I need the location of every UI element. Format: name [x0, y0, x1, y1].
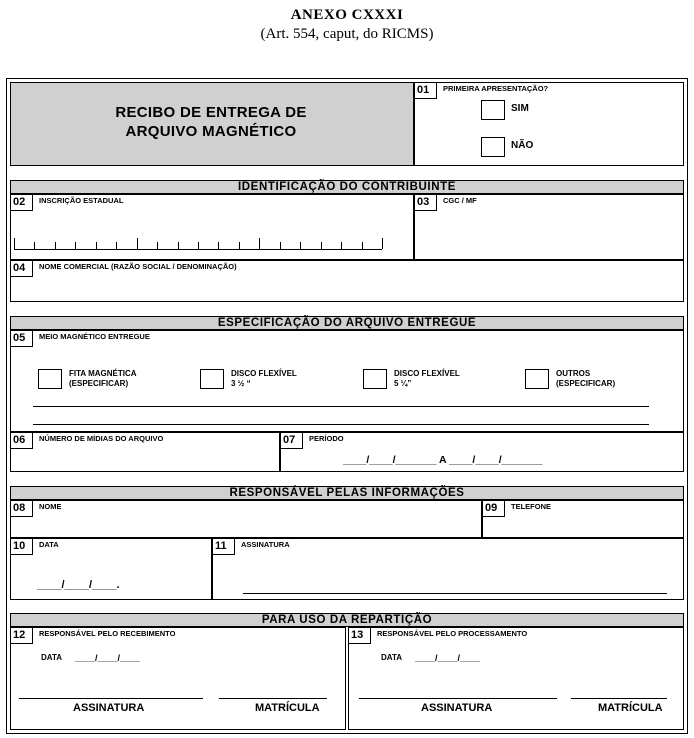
received-date-blank: ____/____/____ [75, 653, 141, 663]
registration-digit-tick [34, 242, 35, 249]
registration-digit-tick [218, 242, 219, 249]
title-block [10, 82, 414, 166]
field-signature[interactable] [212, 538, 684, 600]
floppy-525-label [394, 369, 460, 389]
field-processed-by[interactable] [348, 627, 684, 730]
field-trade-name[interactable] [10, 260, 684, 302]
field-number: 11 [213, 539, 235, 555]
processed-signature-line [359, 698, 557, 699]
field-name[interactable] [10, 500, 482, 538]
section-header-contributor: IDENTIFICAÇÃO DO CONTRIBUINTE [10, 180, 684, 194]
field-label: NÚMERO DE MÍDIAS DO ARQUIVO [39, 434, 164, 443]
registration-digit-tick [382, 238, 383, 249]
field-date[interactable] [10, 538, 212, 600]
form-title-line1: RECIBO DE ENTREGA DE [115, 104, 307, 121]
option-line2: 3 ½ “ [231, 379, 251, 388]
registration-digit-tick [321, 242, 322, 249]
registration-digit-tick [362, 242, 363, 249]
option-line1: FITA MAGNÉTICA [69, 369, 137, 378]
period-range: ____/____/_______ A ____/____/_______ [343, 454, 543, 466]
registration-digit-tick [341, 242, 342, 249]
processed-registration-caption: MATRÍCULA [598, 702, 663, 714]
option-line1: OUTROS [556, 369, 591, 378]
received-registration-caption: MATRÍCULA [255, 702, 320, 714]
field-number: 13 [349, 628, 371, 644]
registration-digit-tick [239, 242, 240, 249]
floppy-525-checkbox[interactable] [363, 369, 387, 389]
field-label: RESPONSÁVEL PELO RECEBIMENTO [39, 629, 176, 638]
field-received-by[interactable] [10, 627, 346, 730]
registration-digit-tick [259, 238, 260, 249]
processed-date-blank: ____/____/____ [415, 653, 481, 663]
received-signature-caption: ASSINATURA [73, 702, 145, 714]
field-label: PRIMEIRA APRESENTAÇÃO? [443, 84, 549, 93]
yes-label: SIM [511, 103, 529, 114]
field-phone[interactable] [482, 500, 684, 538]
field-label: CGC / MF [443, 196, 477, 205]
registration-digit-tick [137, 238, 138, 249]
processed-registration-line [571, 698, 667, 699]
registration-digit-tick [178, 242, 179, 249]
field-number: 08 [11, 501, 33, 517]
field-state-registration[interactable] [10, 194, 414, 260]
registration-digit-tick [96, 242, 97, 249]
field-number: 02 [11, 195, 33, 211]
registration-digit-tick [75, 242, 76, 249]
field-label: NOME [39, 502, 62, 511]
registration-digit-tick [300, 242, 301, 249]
specify-line-1[interactable] [33, 406, 649, 407]
form-title [11, 103, 411, 141]
signature-line [243, 593, 667, 594]
section-header-office-use: PARA USO DA REPARTIÇÃO [10, 613, 684, 627]
field-number: 09 [483, 501, 505, 517]
annex-reference: (Art. 554, caput, do RICMS) [260, 26, 434, 42]
field-label: ASSINATURA [241, 540, 290, 549]
floppy-35-label [231, 369, 297, 389]
field-number: 12 [11, 628, 33, 644]
form-title-line2: ARQUIVO MAGNÉTICO [125, 123, 297, 140]
option-line1: DISCO FLEXÍVEL [394, 369, 460, 378]
field-media-delivered [10, 330, 684, 432]
floppy-35-checkbox[interactable] [200, 369, 224, 389]
yes-checkbox[interactable] [481, 100, 505, 120]
field-number: 10 [11, 539, 33, 555]
registration-digit-tick [14, 238, 15, 249]
field-number: 01 [415, 83, 437, 99]
registration-digit-tick [157, 242, 158, 249]
option-line2: (ESPECIFICAR) [556, 379, 616, 388]
field-label: DATA [39, 540, 59, 549]
field-label: RESPONSÁVEL PELO PROCESSAMENTO [377, 629, 528, 638]
received-signature-line [19, 698, 203, 699]
registration-digit-tick [280, 242, 281, 249]
field-label: TELEFONE [511, 502, 552, 511]
magnetic-tape-label [69, 369, 137, 389]
received-date-label: DATA [41, 653, 63, 662]
registration-digit-tick [116, 242, 117, 249]
registration-digit-line [14, 249, 382, 250]
processed-date-label: DATA [381, 653, 403, 662]
option-line2: (ESPECIFICAR) [69, 379, 129, 388]
section-header-responsible: RESPONSÁVEL PELAS INFORMAÇÕES [10, 486, 684, 500]
field-number: 05 [11, 331, 33, 347]
field-number: 06 [11, 433, 33, 449]
registration-digit-tick [55, 242, 56, 249]
field-media-count[interactable] [10, 432, 280, 472]
field-label: NOME COMERCIAL (RAZÃO SOCIAL / DENOMINAÇÃO) [39, 262, 237, 271]
others-label [556, 369, 615, 389]
section-header-file-spec: ESPECIFICAÇÃO DO ARQUIVO ENTREGUE [10, 316, 684, 330]
others-checkbox[interactable] [525, 369, 549, 389]
field-label: INSCRIÇÃO ESTADUAL [39, 196, 124, 205]
no-checkbox[interactable] [481, 137, 505, 157]
field-label: PERÍODO [309, 434, 344, 443]
field-number: 04 [11, 261, 33, 277]
registration-digit-tick [198, 242, 199, 249]
processed-signature-caption: ASSINATURA [421, 702, 493, 714]
field-first-presentation [414, 82, 684, 166]
field-number: 03 [415, 195, 437, 211]
field-number: 07 [281, 433, 303, 449]
received-registration-line [219, 698, 327, 699]
field-period[interactable] [280, 432, 684, 472]
field-label: MEIO MAGNÉTICO ENTREGUE [39, 332, 150, 341]
date-blank: ____/____/____. [37, 579, 120, 591]
annex-title: ANEXO CXXXI [290, 7, 404, 23]
specify-line-2[interactable] [33, 424, 649, 425]
option-line2: 5 ¼” [394, 379, 412, 388]
option-line1: DISCO FLEXÍVEL [231, 369, 297, 378]
no-label: NÃO [511, 140, 534, 151]
field-cgc-mf[interactable] [414, 194, 684, 260]
magnetic-tape-checkbox[interactable] [38, 369, 62, 389]
